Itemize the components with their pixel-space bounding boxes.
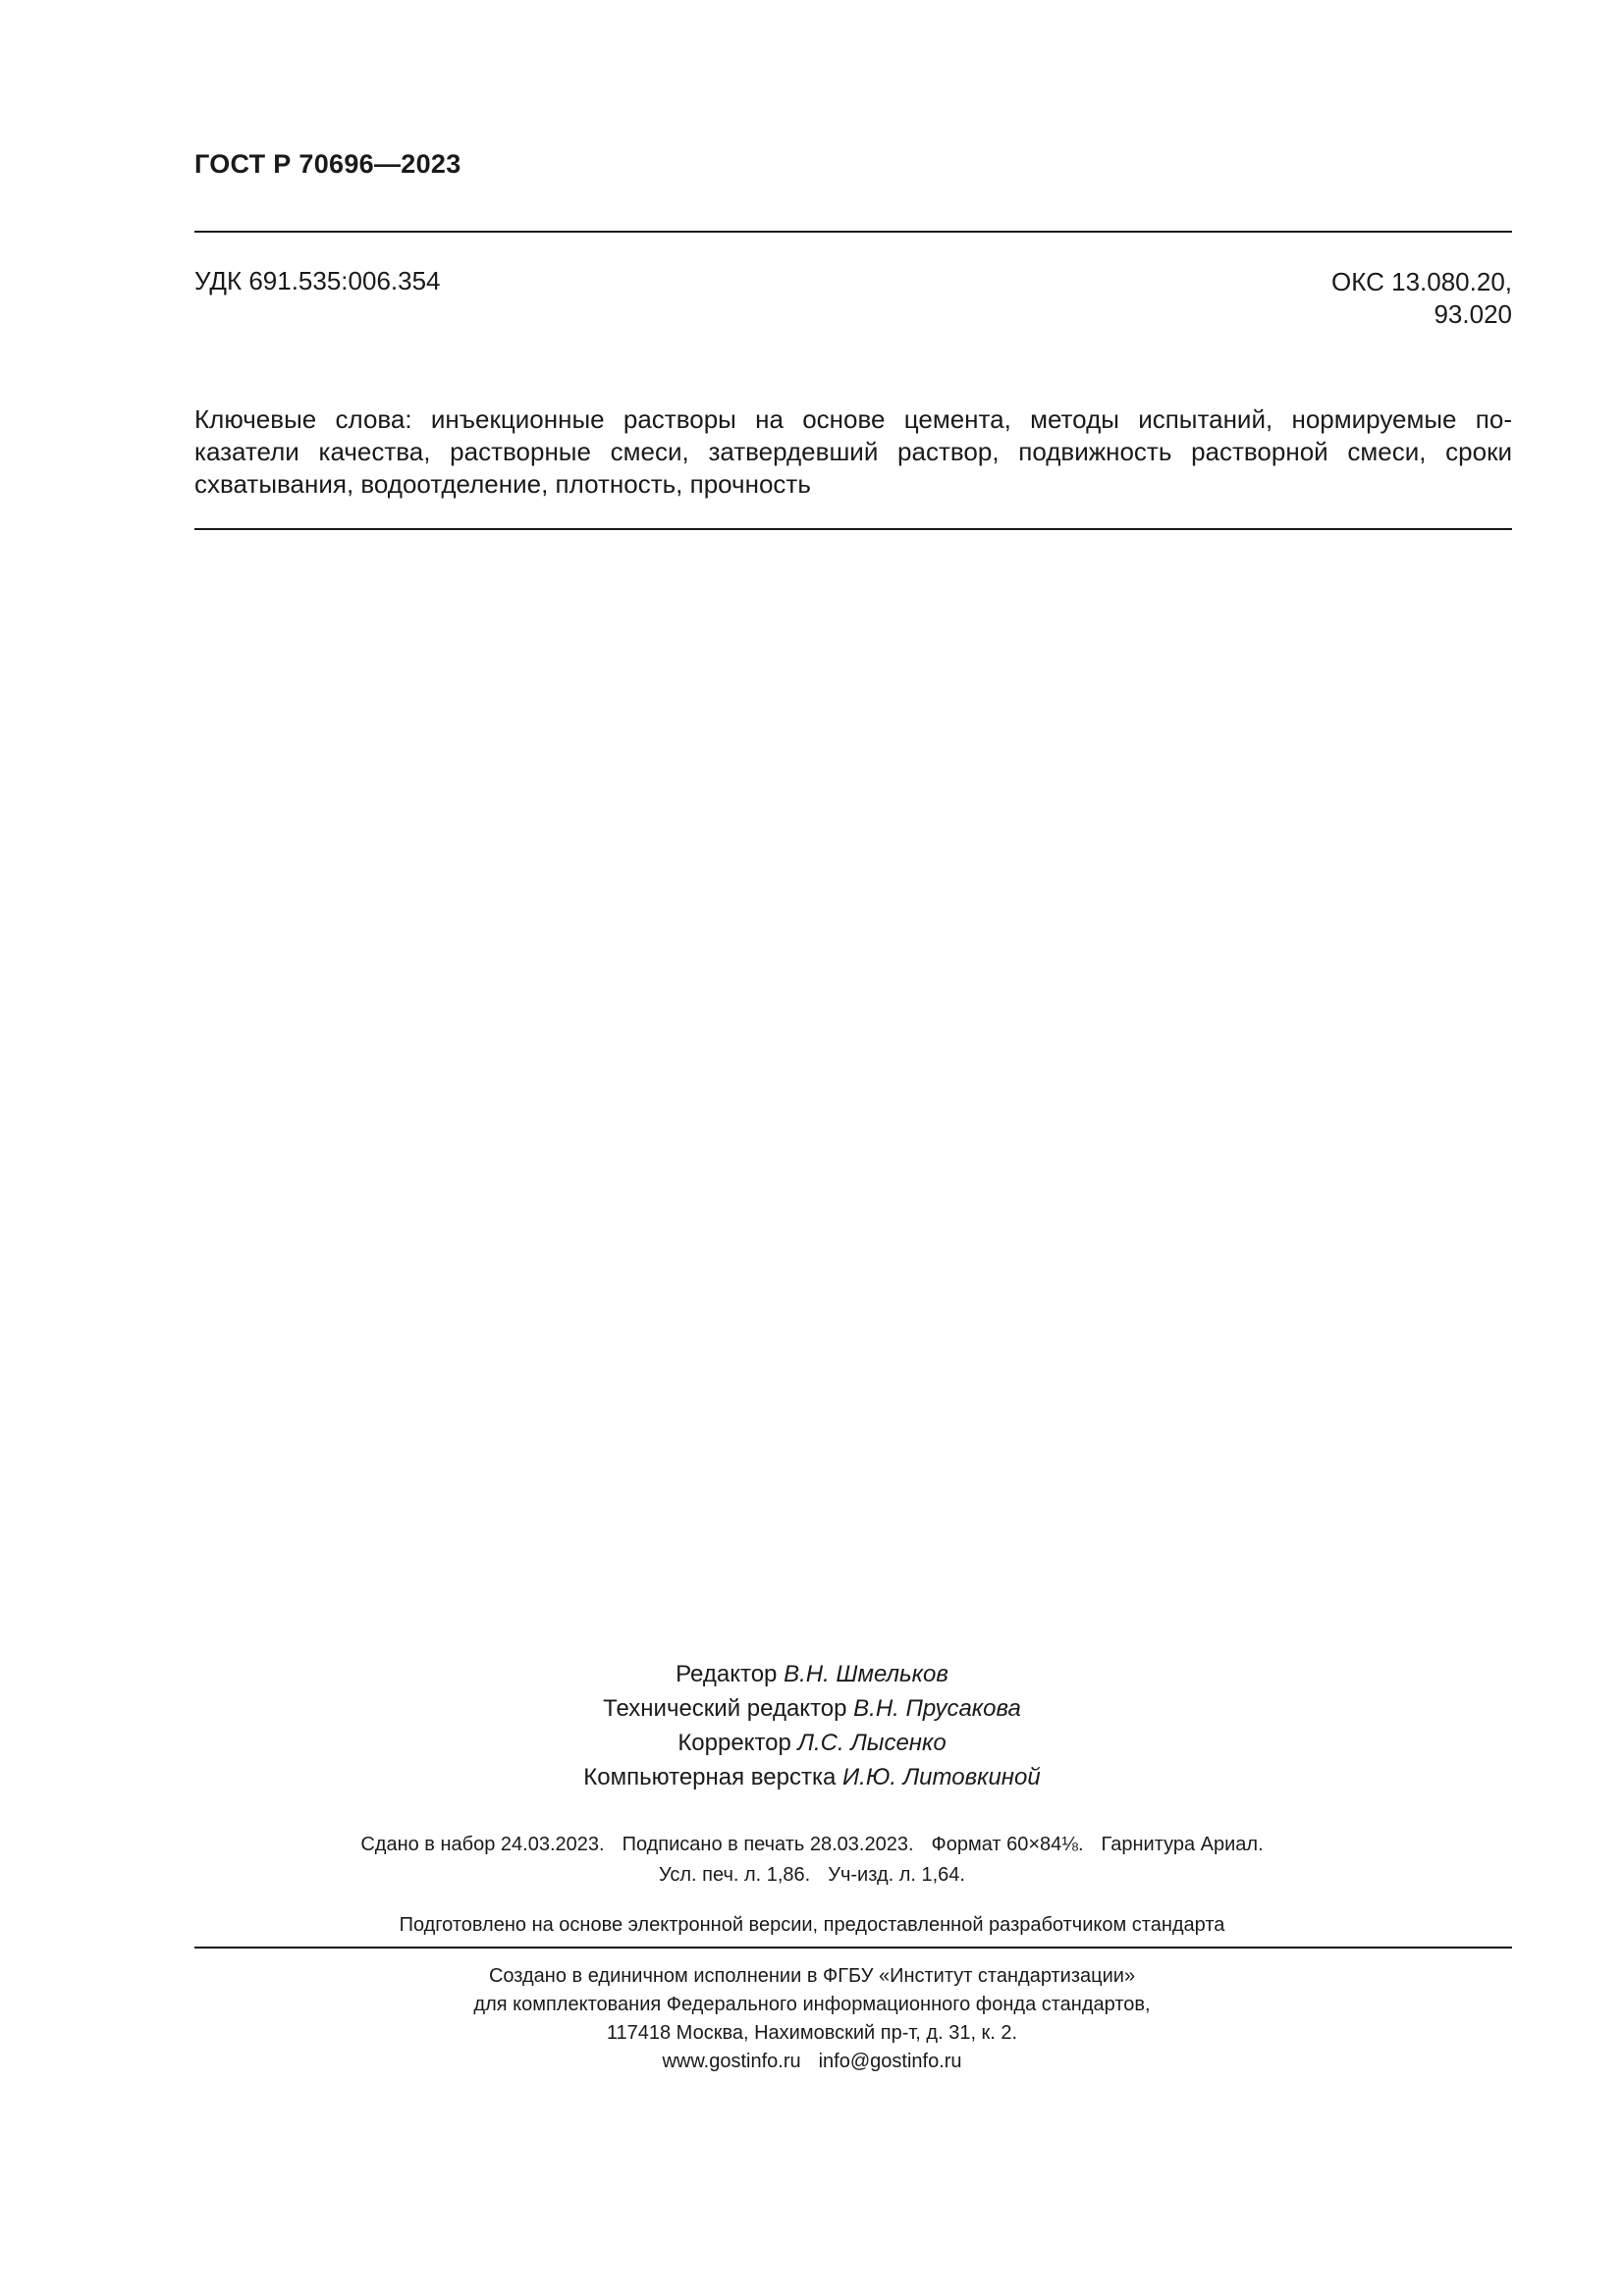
footer-line-1: Создано в единичном исполнении в ФГБУ «Институт стандартизации» <box>488 1965 1136 1987</box>
credit-layout <box>0 1760 1624 1794</box>
email-link[interactable]: info@gostinfo.ru <box>818 2051 962 2072</box>
edition-sheets: Уч-изд. л. 1,64. <box>828 1864 965 1886</box>
header-divider <box>194 231 1512 233</box>
credit-corrector <box>0 1726 1624 1760</box>
typeface: Гарнитура Ариал. <box>1101 1834 1264 1855</box>
footer-contacts <box>0 2048 1624 2076</box>
credit-person: И.Ю. Литовкиной <box>842 1764 1041 1790</box>
print-info-line-1 <box>0 1830 1624 1860</box>
oks-code <box>1331 266 1512 331</box>
document-code: ГОСТ Р 70696—2023 <box>194 149 461 179</box>
print-sheets: Усл. печ. л. 1,86. <box>659 1864 811 1886</box>
footer-divider <box>194 1947 1512 1949</box>
website-link[interactable]: www.gostinfo.ru <box>662 2051 801 2072</box>
credit-role: Корректор <box>677 1730 791 1756</box>
keywords-line: схватывания, водоотделение, плотность, прочность <box>194 469 811 499</box>
credit-editor <box>0 1657 1624 1691</box>
credit-person: В.Н. Прусакова <box>853 1695 1021 1722</box>
oks-line-1: ОКС 13.080.20, <box>1331 267 1512 296</box>
footer-line-2: для комплектования Федерального информационного фонда стандартов, <box>473 1994 1151 2015</box>
credits-block <box>0 1657 1624 1794</box>
submitted-date: Сдано в набор 24.03.2023. <box>360 1834 605 1855</box>
publisher-footer <box>0 1962 1624 2076</box>
print-info-block <box>0 1830 1624 1891</box>
credit-person: В.Н. Шмельков <box>784 1661 948 1687</box>
keywords-line: казатели качества, растворные смеси, затвердевший раствор, подвижность растворной смеси, сроки <box>194 437 1512 466</box>
credit-role: Компьютерная верстка <box>583 1764 837 1790</box>
paper-format: Формат 60×84⅛. <box>931 1834 1084 1855</box>
print-info-line-2 <box>0 1860 1624 1891</box>
keywords-divider <box>194 528 1512 530</box>
footer-line-3: 117418 Москва, Нахимовский пр-т, д. 31, к. 2. <box>606 2022 1018 2044</box>
oks-line-2: 93.020 <box>1434 299 1512 329</box>
keywords-block <box>194 403 1512 501</box>
udk-code: УДК 691.535:006.354 <box>194 266 441 295</box>
signed-date: Подписано в печать 28.03.2023. <box>622 1834 914 1855</box>
credit-person: Л.С. Лысенко <box>797 1730 947 1756</box>
credit-role: Технический редактор <box>603 1695 847 1722</box>
prepared-note: Подготовлено на основе электронной версии, предоставленной разработчиком стандарта <box>399 1914 1225 1936</box>
keywords-line: Ключевые слова: инъекционные растворы на основе цемента, методы испытаний, нормируемые по- <box>194 404 1512 434</box>
credit-role: Редактор <box>676 1661 778 1687</box>
credit-tech-editor <box>0 1691 1624 1726</box>
